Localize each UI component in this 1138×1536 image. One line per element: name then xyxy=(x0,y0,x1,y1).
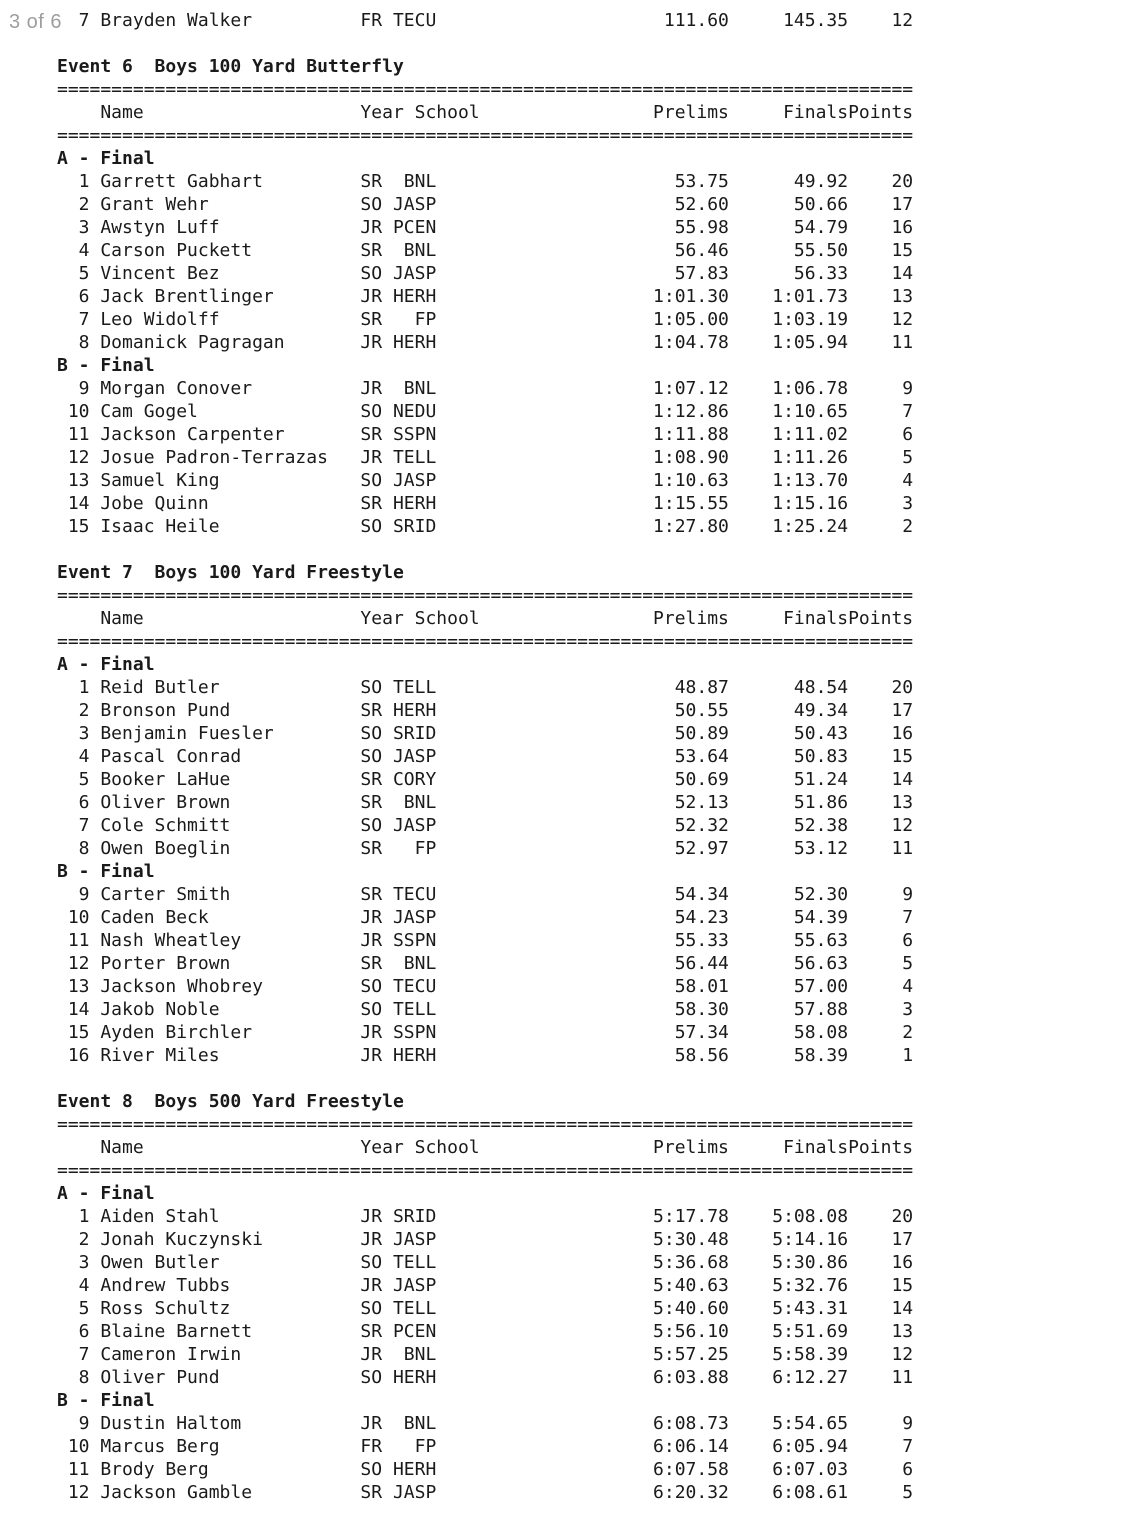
column-header-row: Name Year School Prelims FinalsPoints xyxy=(57,608,914,629)
result-row: 1 Garrett Gabhart SR BNL 53.75 49.92 20 xyxy=(57,171,914,192)
final-group-label: A - Final xyxy=(57,654,155,675)
blank-line xyxy=(57,538,913,561)
result-row: 15 Isaac Heile SO SRID 1:27.80 1:25.24 2 xyxy=(57,516,914,537)
event-title: Event 8 Boys 500 Yard Freestyle xyxy=(57,1091,404,1112)
blank-line xyxy=(57,1067,913,1090)
result-row: 11 Jackson Carpenter SR SSPN 1:11.88 1:11.02 6 xyxy=(57,424,914,445)
result-row: 4 Carson Puckett SR BNL 56.46 55.50 15 xyxy=(57,240,914,261)
result-row: 7 Leo Widolff SR FP 1:05.00 1:03.19 12 xyxy=(57,309,914,330)
result-row: 3 Owen Butler SO TELL 5:36.68 5:30.86 16 xyxy=(57,1252,914,1273)
result-row: 12 Porter Brown SR BNL 56.44 56.63 5 xyxy=(57,953,914,974)
result-row: 6 Blaine Barnett SR PCEN 5:56.10 5:51.69 13 xyxy=(57,1321,914,1342)
result-row: 14 Jobe Quinn SR HERH 1:15.55 1:15.16 3 xyxy=(57,493,914,514)
result-row: 2 Bronson Pund SR HERH 50.55 49.34 17 xyxy=(57,700,914,721)
result-row: 11 Nash Wheatley JR SSPN 55.33 55.63 6 xyxy=(57,930,914,951)
result-row: 10 Marcus Berg FR FP 6:06.14 6:05.94 7 xyxy=(57,1436,914,1457)
result-row: 9 Dustin Haltom JR BNL 6:08.73 5:54.65 9 xyxy=(57,1413,914,1434)
result-row: 2 Grant Wehr SO JASP 52.60 50.66 17 xyxy=(57,194,914,215)
event-title: Event 7 Boys 100 Yard Freestyle xyxy=(57,562,404,583)
result-row: 5 Ross Schultz SO TELL 5:40.60 5:43.31 14 xyxy=(57,1298,914,1319)
result-row: 8 Owen Boeglin SR FP 52.97 53.12 11 xyxy=(57,838,914,859)
result-row: 12 Jackson Gamble SR JASP 6:20.32 6:08.61 5 xyxy=(57,1482,914,1503)
result-row: 5 Booker LaHue SR CORY 50.69 51.24 14 xyxy=(57,769,914,790)
result-row: 7 Cole Schmitt SO JASP 52.32 52.38 12 xyxy=(57,815,914,836)
result-row: 12 Josue Padron-Terrazas JR TELL 1:08.90 1:11.26 5 xyxy=(57,447,914,468)
result-row: 8 Domanick Pagragan JR HERH 1:04.78 1:05.94 11 xyxy=(57,332,914,353)
result-row: 7 Cameron Irwin JR BNL 5:57.25 5:58.39 12 xyxy=(57,1344,914,1365)
result-row: 11 Brody Berg SO HERH 6:07.58 6:07.03 6 xyxy=(57,1459,914,1480)
result-row: 5 Vincent Bez SO JASP 57.83 56.33 14 xyxy=(57,263,914,284)
event-title: Event 6 Boys 100 Yard Butterfly xyxy=(57,56,404,77)
separator-line: =============================================================================== xyxy=(57,631,914,652)
column-header-row: Name Year School Prelims FinalsPoints xyxy=(57,1137,914,1158)
result-row: 6 Oliver Brown SR BNL 52.13 51.86 13 xyxy=(57,792,914,813)
page-indicator-badge xyxy=(7,11,64,36)
result-row: 4 Pascal Conrad SO JASP 53.64 50.83 15 xyxy=(57,746,914,767)
separator-line: =============================================================================== xyxy=(57,585,914,606)
separator-line: =============================================================================== xyxy=(57,79,914,100)
separator-line: =============================================================================== xyxy=(57,1160,914,1181)
result-row: 3 Awstyn Luff JR PCEN 55.98 54.79 16 xyxy=(57,217,914,238)
result-row: 10 Caden Beck JR JASP 54.23 54.39 7 xyxy=(57,907,914,928)
result-row: 6 Jack Brentlinger JR HERH 1:01.30 1:01.73 13 xyxy=(57,286,914,307)
separator-line: =============================================================================== xyxy=(57,1114,914,1135)
result-row: 10 Cam Gogel SO NEDU 1:12.86 1:10.65 7 xyxy=(57,401,914,422)
blank-line xyxy=(57,32,913,55)
result-row: 15 Ayden Birchler JR SSPN 57.34 58.08 2 xyxy=(57,1022,914,1043)
result-row: 1 Reid Butler SO TELL 48.87 48.54 20 xyxy=(57,677,914,698)
final-group-label: A - Final xyxy=(57,1183,155,1204)
final-group-label: B - Final xyxy=(57,355,155,376)
result-row: 13 Jackson Whobrey SO TECU 58.01 57.00 4 xyxy=(57,976,914,997)
final-group-label: A - Final xyxy=(57,148,155,169)
final-group-label: B - Final xyxy=(57,1390,155,1411)
continuation-result-row: 7 Brayden Walker FR TECU 111.60 145.35 12 xyxy=(57,10,914,31)
result-row: 4 Andrew Tubbs JR JASP 5:40.63 5:32.76 15 xyxy=(57,1275,914,1296)
result-row: 1 Aiden Stahl JR SRID 5:17.78 5:08.08 20 xyxy=(57,1206,914,1227)
separator-line: =============================================================================== xyxy=(57,125,914,146)
result-row: 3 Benjamin Fuesler SO SRID 50.89 50.43 16 xyxy=(57,723,914,744)
result-row: 14 Jakob Noble SO TELL 58.30 57.88 3 xyxy=(57,999,914,1020)
column-header-row: Name Year School Prelims FinalsPoints xyxy=(57,102,914,123)
result-row: 2 Jonah Kuczynski JR JASP 5:30.48 5:14.16 17 xyxy=(57,1229,914,1250)
final-group-label: B - Final xyxy=(57,861,155,882)
page-indicator-text: 3 of 6 xyxy=(9,11,63,33)
result-row: 9 Morgan Conover JR BNL 1:07.12 1:06.78 9 xyxy=(57,378,914,399)
result-row: 9 Carter Smith SR TECU 54.34 52.30 9 xyxy=(57,884,914,905)
result-row: 16 River Miles JR HERH 58.56 58.39 1 xyxy=(57,1045,914,1066)
result-row: 8 Oliver Pund SO HERH 6:03.88 6:12.27 11 xyxy=(57,1367,914,1388)
result-row: 13 Samuel King SO JASP 1:10.63 1:13.70 4 xyxy=(57,470,914,491)
meet-results-report xyxy=(57,9,913,1504)
